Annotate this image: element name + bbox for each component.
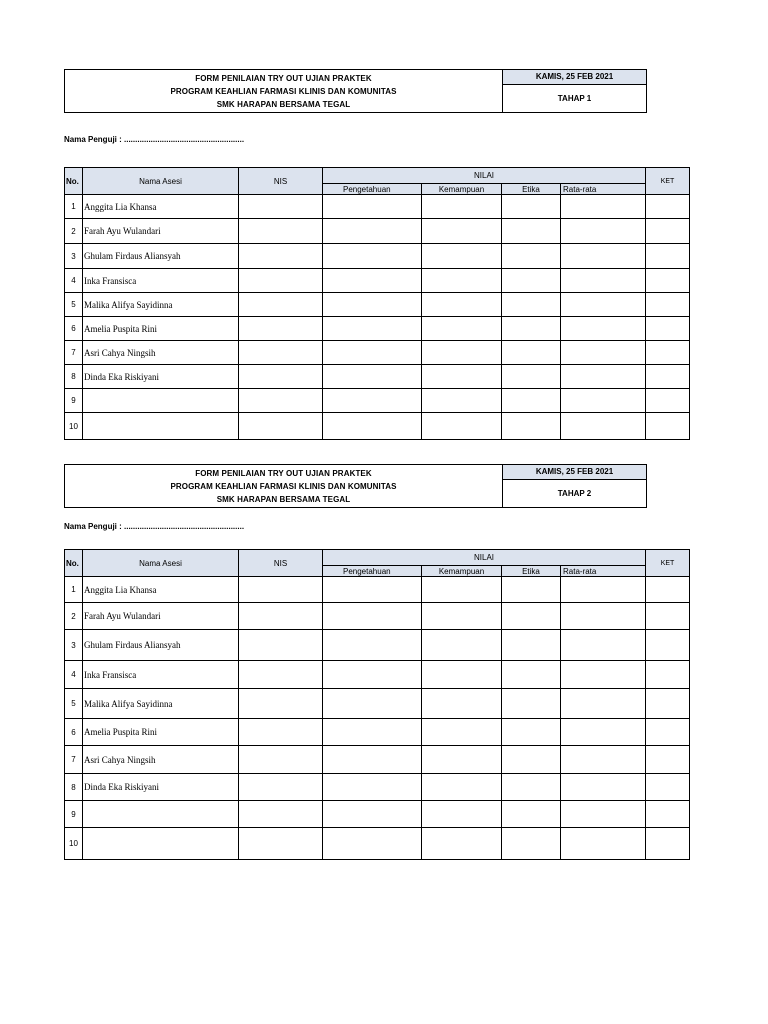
knowledge-score-cell [323,577,422,603]
average-score-cell [561,413,646,440]
ethics-score-cell [502,195,561,219]
student-name [83,828,239,860]
knowledge-score-cell [323,603,422,630]
knowledge-score-cell [323,413,422,440]
form-title-block [64,69,503,113]
exam-stage: TAHAP 1 [557,94,592,103]
date-stage-block [502,464,647,508]
knowledge-score-cell [323,341,422,365]
student-name: Ghulam Firdaus Aliansyah [83,630,239,661]
skill-score-cell [422,317,502,341]
average-score-cell [561,244,646,269]
table-row [65,774,690,801]
nis-cell [239,317,323,341]
ket-cell [646,689,690,719]
average-score-cell [561,661,646,689]
skill-score-cell [422,293,502,317]
knowledge-score-cell [323,389,422,413]
student-name [83,413,239,440]
ethics-score-cell [502,577,561,603]
nis-cell [239,293,323,317]
col-header-nilai: NILAI [323,550,646,566]
skill-score-cell [422,689,502,719]
ket-cell [646,269,690,293]
skill-score-cell [422,630,502,661]
average-score-cell [561,293,646,317]
nis-cell [239,219,323,244]
col-header-no: No. [65,168,83,195]
skill-score-cell [422,244,502,269]
table-row [65,630,690,661]
school-name: SMK HARAPAN BERSAMA TEGAL [216,99,351,109]
assessment-form-stage-2 [64,464,689,848]
knowledge-score-cell [323,661,422,689]
row-number: 4 [65,269,83,293]
ket-cell [646,828,690,860]
score-table [64,549,690,860]
table-row [65,603,690,630]
skill-score-cell [422,577,502,603]
ethics-score-cell [502,365,561,389]
program-name: PROGRAM KEAHLIAN FARMASI KLINIS DAN KOMUNITAS [170,481,397,491]
col-header-nis: NIS [239,168,323,195]
average-score-cell [561,219,646,244]
knowledge-score-cell [323,365,422,389]
ket-cell [646,719,690,746]
student-name: Dinda Eka Riskiyani [83,365,239,389]
table-row [65,389,690,413]
col-header-name: Nama Asesi [83,550,239,577]
ethics-score-cell [502,828,561,860]
average-score-cell [561,689,646,719]
ket-cell [646,244,690,269]
average-score-cell [561,828,646,860]
ethics-score-cell [502,801,561,828]
table-row [65,293,690,317]
nis-cell [239,630,323,661]
ethics-score-cell [502,244,561,269]
row-number: 5 [65,293,83,317]
student-name: Amelia Puspita Rini [83,317,239,341]
nis-cell [239,746,323,774]
knowledge-score-cell [323,828,422,860]
nis-cell [239,244,323,269]
knowledge-score-cell [323,801,422,828]
col-header-nis: NIS [239,550,323,577]
skill-score-cell [422,269,502,293]
ethics-score-cell [502,219,561,244]
knowledge-score-cell [323,244,422,269]
ket-cell [646,577,690,603]
ket-cell [646,219,690,244]
knowledge-score-cell [323,195,422,219]
ethics-score-cell [502,603,561,630]
form-title: FORM PENILAIAN TRY OUT UJIAN PRAKTEK [195,468,372,478]
skill-score-cell [422,774,502,801]
ket-cell [646,389,690,413]
student-name [83,389,239,413]
row-number: 4 [65,661,83,689]
nis-cell [239,719,323,746]
col-header-ket: KET [646,550,690,577]
col-header-nilai: NILAI [323,168,646,184]
col-header-average: Rata-rata [561,566,646,577]
table-row [65,719,690,746]
table-row [65,577,690,603]
ket-cell [646,801,690,828]
knowledge-score-cell [323,219,422,244]
nis-cell [239,365,323,389]
assessment-form-stage-1 [64,69,689,431]
ket-cell [646,774,690,801]
ket-cell [646,661,690,689]
average-score-cell [561,195,646,219]
student-name: Anggita Lia Khansa [83,577,239,603]
knowledge-score-cell [323,689,422,719]
ethics-score-cell [502,269,561,293]
examiner-name-line: Nama Penguji : ...................................................... [64,135,245,144]
ket-cell [646,413,690,440]
student-name: Ghulam Firdaus Aliansyah [83,244,239,269]
ethics-score-cell [502,774,561,801]
skill-score-cell [422,389,502,413]
student-name [83,801,239,828]
ethics-score-cell [502,413,561,440]
col-header-ket: KET [646,168,690,195]
average-score-cell [561,603,646,630]
row-number: 7 [65,746,83,774]
row-number: 3 [65,244,83,269]
skill-score-cell [422,603,502,630]
row-number: 2 [65,603,83,630]
student-name: Asri Cahya Ningsih [83,746,239,774]
average-score-cell [561,719,646,746]
table-row [65,317,690,341]
table-row [65,269,690,293]
row-number: 8 [65,365,83,389]
ket-cell [646,746,690,774]
col-header-no: No. [65,550,83,577]
ket-cell [646,630,690,661]
ethics-score-cell [502,341,561,365]
table-row [65,341,690,365]
row-number: 9 [65,389,83,413]
row-number: 8 [65,774,83,801]
form-title-block [64,464,503,508]
ethics-score-cell [502,661,561,689]
knowledge-score-cell [323,269,422,293]
average-score-cell [561,801,646,828]
skill-score-cell [422,719,502,746]
ket-cell [646,293,690,317]
table-row [65,801,690,828]
form-header [64,69,689,113]
skill-score-cell [422,661,502,689]
average-score-cell [561,389,646,413]
average-score-cell [561,365,646,389]
row-number: 6 [65,317,83,341]
nis-cell [239,413,323,440]
score-table [64,167,690,440]
row-number: 1 [65,195,83,219]
student-name: Asri Cahya Ningsih [83,341,239,365]
nis-cell [239,269,323,293]
student-name: Amelia Puspita Rini [83,719,239,746]
row-number: 7 [65,341,83,365]
skill-score-cell [422,365,502,389]
date-stage-block [502,69,647,113]
ethics-score-cell [502,689,561,719]
nis-cell [239,661,323,689]
exam-date: KAMIS, 25 FEB 2021 [503,465,646,480]
row-number: 6 [65,719,83,746]
table-row [65,828,690,860]
nis-cell [239,603,323,630]
knowledge-score-cell [323,746,422,774]
student-name: Dinda Eka Riskiyani [83,774,239,801]
ethics-score-cell [502,746,561,774]
average-score-cell [561,341,646,365]
ethics-score-cell [502,389,561,413]
average-score-cell [561,774,646,801]
ket-cell [646,603,690,630]
col-header-knowledge: Pengetahuan [323,184,422,195]
row-number: 10 [65,828,83,860]
student-name: Inka Fransisca [83,269,239,293]
nis-cell [239,577,323,603]
ethics-score-cell [502,293,561,317]
row-number: 10 [65,413,83,440]
skill-score-cell [422,413,502,440]
row-number: 5 [65,689,83,719]
table-row [65,365,690,389]
examiner-name-line: Nama Penguji : ...................................................... [64,522,245,531]
row-number: 3 [65,630,83,661]
ket-cell [646,341,690,365]
skill-score-cell [422,801,502,828]
table-row [65,219,690,244]
ethics-score-cell [502,630,561,661]
student-name: Inka Fransisca [83,661,239,689]
form-header [64,464,689,508]
form-title: FORM PENILAIAN TRY OUT UJIAN PRAKTEK [195,73,372,83]
school-name: SMK HARAPAN BERSAMA TEGAL [216,494,351,504]
row-number: 9 [65,801,83,828]
nis-cell [239,774,323,801]
col-header-skill: Kemampuan [422,184,502,195]
skill-score-cell [422,341,502,365]
knowledge-score-cell [323,293,422,317]
row-number: 2 [65,219,83,244]
average-score-cell [561,577,646,603]
knowledge-score-cell [323,774,422,801]
knowledge-score-cell [323,317,422,341]
average-score-cell [561,269,646,293]
table-row [65,244,690,269]
nis-cell [239,828,323,860]
knowledge-score-cell [323,719,422,746]
knowledge-score-cell [323,630,422,661]
ket-cell [646,195,690,219]
nis-cell [239,689,323,719]
skill-score-cell [422,828,502,860]
average-score-cell [561,317,646,341]
nis-cell [239,389,323,413]
skill-score-cell [422,219,502,244]
average-score-cell [561,746,646,774]
col-header-average: Rata-rata [561,184,646,195]
col-header-knowledge: Pengetahuan [323,566,422,577]
table-row [65,689,690,719]
ket-cell [646,365,690,389]
table-row [65,661,690,689]
average-score-cell [561,630,646,661]
student-name: Farah Ayu Wulandari [83,603,239,630]
program-name: PROGRAM KEAHLIAN FARMASI KLINIS DAN KOMUNITAS [170,86,397,96]
ethics-score-cell [502,317,561,341]
nis-cell [239,195,323,219]
student-name: Malika Alifya Sayidinna [83,689,239,719]
col-header-name: Nama Asesi [83,168,239,195]
student-name: Malika Alifya Sayidinna [83,293,239,317]
col-header-skill: Kemampuan [422,566,502,577]
nis-cell [239,341,323,365]
table-row [65,413,690,440]
skill-score-cell [422,746,502,774]
nis-cell [239,801,323,828]
col-header-ethics: Etika [502,184,561,195]
skill-score-cell [422,195,502,219]
student-name: Anggita Lia Khansa [83,195,239,219]
student-name: Farah Ayu Wulandari [83,219,239,244]
table-row [65,195,690,219]
exam-date: KAMIS, 25 FEB 2021 [503,70,646,85]
exam-stage: TAHAP 2 [557,489,592,498]
col-header-ethics: Etika [502,566,561,577]
table-row [65,746,690,774]
ket-cell [646,317,690,341]
row-number: 1 [65,577,83,603]
ethics-score-cell [502,719,561,746]
